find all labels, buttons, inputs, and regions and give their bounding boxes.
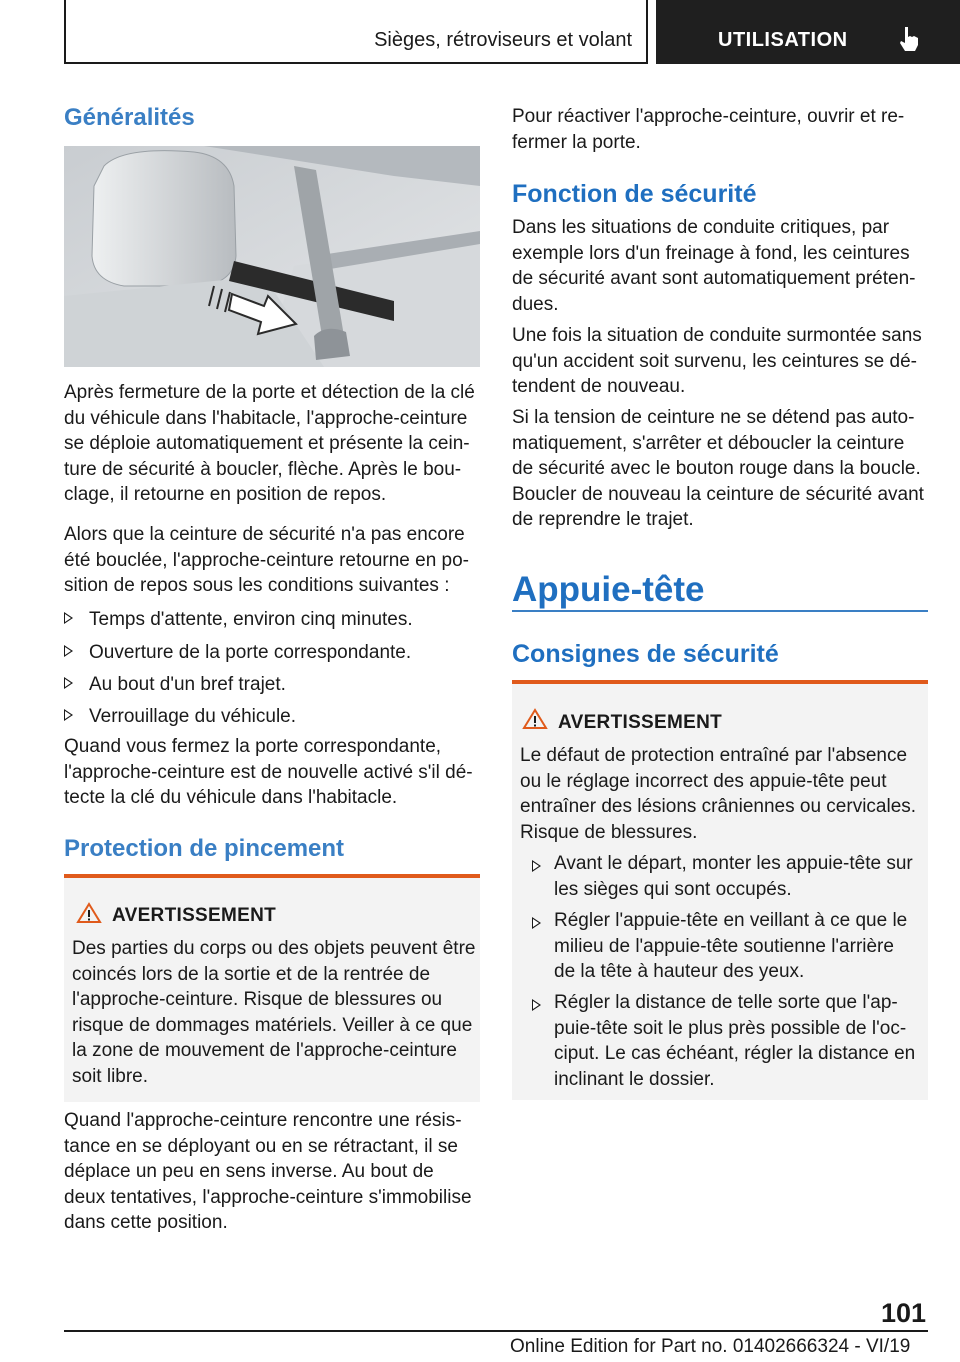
heading-fonction-securite: Fonction de sécurité (512, 180, 757, 208)
heading-protection-pincement: Protection de pincement (64, 835, 345, 862)
hand-pointer-icon (896, 25, 922, 53)
heading-consignes-securite: Consignes de sécurité (512, 640, 779, 668)
warning-triangle-icon (522, 708, 548, 730)
section-rule (512, 610, 928, 612)
seatbelt-illustration (64, 146, 480, 367)
paragraph-critical-situations: Dans les situations de conduite critiques, par exemple lors d'un freinage à fond, les ceintures de sécurité avant sont automatiquement préten-dues. (512, 217, 916, 315)
warning-title: AVERTISSEMENT (112, 905, 277, 926)
paragraph-obstacle: Quand l'approche-ceinture rencontre une résis-tance en se déployant ou en se rétractant, il se déplace un peu en sens inverse. Au bout de deux tentatives, l'approche-ceinture s'immobilise dans cette position. (64, 1110, 472, 1233)
seatbelt-presenter-image (64, 146, 480, 367)
bullet-triangle-icon (64, 645, 73, 657)
heading-generalites: Généralités (64, 104, 195, 131)
paragraph-return-conditions: Alors que la ceinture de sécurité n'a pas encore été bouclée, l'approche-ceinture retourne en po-sition de repos sous les conditions suivantes : (64, 524, 470, 596)
warning-text: Des parties du corps ou des objets peuvent être coincés lors de la sortie et de la rentrée de l'approche-ceinture. Risque de blessures ou risque de dommages matériels. Veiller à ce que la zone de mouvement de l'approche-ceinture soit libre. (72, 938, 476, 1087)
paragraph-release: Une fois la situation de conduite surmontée sans qu'un accident soit survenu, les ceintures se dé-tendent de nouveau. (512, 325, 922, 397)
bullet-triangle-icon (532, 917, 541, 929)
warning-box-headrest: AVERTISSEMENT Le défaut de protection entraîné par l'absence ou le réglage incorrect des appuie-tête peut entraîner des lésions crâniennes ou cervicales. Risque de blessures. Avant le départ, monter les appuie-tête sur les sièges qui sont occupés. Régler l'appuie-tête en veillant à ce que le milieu de l'appuie-tête soutienne l'arrière de la tête à hauteur des yeux. Régler la distance de telle sorte que l'ap-puie-tête soit le plus près possible de l'oc-ciput. Le cas échéant, régler la distance en inclinant le dossier. (512, 680, 928, 1100)
warning-box-pinch (64, 874, 480, 1102)
paragraph-reactivate: Pour réactiver l'approche-ceinture, ouvrir et re-fermer la porte. (512, 106, 905, 153)
warning-triangle-icon (76, 902, 102, 924)
paragraph-reactivation: Quand vous fermez la porte correspondante, l'approche-ceinture est de nouvelle activé s'il dé-tecte la clé du véhicule dans l'habitacle. (64, 736, 473, 808)
footer-rule (64, 1330, 928, 1332)
footer-edition: Online Edition for Part no. 01402666324 - VI/19 (510, 1336, 911, 1357)
bullet-triangle-icon (64, 612, 73, 624)
paragraph-manual-release: Si la tension de ceinture ne se détend pas auto-matiquement, s'arrêter et déboucler la ceinture de sécurité avec le bouton rouge dans la boucle. Boucler de nouveau la ceinture de sécurité avant de reprendre le trajet. (512, 407, 924, 530)
list-item: Verrouillage du véhicule. (64, 704, 296, 730)
bullet-triangle-icon (64, 677, 73, 689)
warning-title: AVERTISSEMENT (558, 712, 723, 733)
heading-appuie-tete: Appuie-tête (512, 570, 705, 609)
warning-text: Le défaut de protection entraîné par l'absence ou le réglage incorrect des appuie-tête peut entraîner des lésions crâniennes ou cervicales. Risque de blessures. (520, 745, 917, 843)
header-chapter-box (656, 0, 960, 64)
list-item: Au bout d'un bref trajet. (64, 672, 286, 698)
header-section-title: Sièges, rétroviseurs et volant (374, 29, 632, 51)
list-item: Ouverture de la porte correspondante. (64, 640, 411, 666)
header-section-box (64, 0, 648, 64)
bullet-triangle-icon (532, 860, 541, 872)
bullet-triangle-icon (64, 709, 73, 721)
list-item: Temps d'attente, environ cinq minutes. (64, 607, 413, 633)
bullet-triangle-icon (532, 999, 541, 1011)
paragraph-deploy: Après fermeture de la porte et détection de la clé du véhicule dans l'habitacle, l'approche-ceinture se déploie automatiquement et présente la cein-ture de sécurité à boucler, flèche. Après le bou-clage, il retourne en position de repos. (64, 382, 475, 505)
page-number: 101 (881, 1298, 927, 1328)
header-chapter-title: UTILISATION (718, 29, 848, 51)
